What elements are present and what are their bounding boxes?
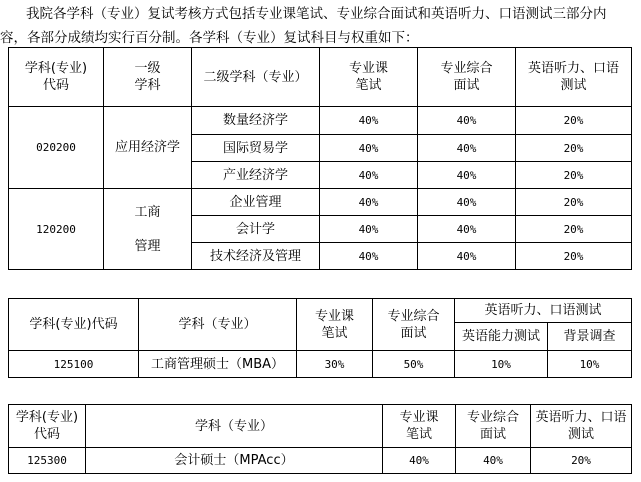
level2-cell: 国际贸易学	[192, 135, 320, 162]
written-cell: 40%	[320, 243, 418, 270]
table-header-row	[9, 299, 632, 323]
interview-cell: 50%	[373, 351, 455, 378]
code-cell: 125300	[9, 448, 86, 474]
level2-cell: 会计学	[192, 216, 320, 243]
header-code: 学科(专业) 代码	[9, 405, 86, 448]
level2-cell: 技术经济及管理	[192, 243, 320, 270]
english-ability-cell: 10%	[455, 351, 548, 378]
level2-cell: 企业管理	[192, 189, 320, 216]
interview-cell: 40%	[418, 107, 516, 135]
english-cell: 20%	[531, 448, 632, 474]
code-cell: 120200	[9, 189, 104, 270]
table-row	[9, 189, 632, 216]
written-cell: 40%	[320, 135, 418, 162]
header-written: 专业课 笔试	[297, 299, 373, 351]
intro-line-2: 容，各部分成绩均实行百分制。各学科（专业）复试科目与权重如下：	[0, 30, 419, 46]
header-written: 专业课 笔试	[320, 48, 418, 107]
code-cell: 020200	[9, 107, 104, 189]
header-level2: 二级学科（专业）	[192, 48, 320, 107]
level2-cell: 数量经济学	[192, 107, 320, 135]
table-row	[9, 107, 632, 135]
table-row	[9, 351, 632, 378]
intro-paragraph	[0, 2, 641, 50]
header-interview: 专业综合 面试	[373, 299, 455, 351]
interview-cell: 40%	[456, 448, 531, 474]
written-cell: 40%	[320, 107, 418, 135]
weights-table-mba	[8, 298, 632, 378]
header-background: 背景调查	[548, 323, 632, 351]
header-level1: 一级 学科	[104, 48, 192, 107]
header-code: 学科(专业) 代码	[9, 48, 104, 107]
subject-cell: 工商管理硕士（MBA）	[139, 351, 297, 378]
english-cell: 20%	[516, 216, 632, 243]
weights-table-academic	[8, 47, 632, 270]
header-code: 学科(专业)代码	[9, 299, 139, 351]
written-cell: 40%	[320, 162, 418, 189]
level1-cell: 工商 管理	[104, 189, 192, 270]
english-cell: 20%	[516, 107, 632, 135]
table-row	[9, 448, 632, 474]
table-header-row	[9, 405, 632, 448]
header-english-ability: 英语能力测试	[455, 323, 548, 351]
level2-cell: 产业经济学	[192, 162, 320, 189]
written-cell: 40%	[320, 189, 418, 216]
level1-cell: 应用经济学	[104, 107, 192, 189]
intro-line-1: 我院各学科（专业）复试考核方式包括专业课笔试、专业综合面试和英语听力、口语测试三部分内	[26, 6, 607, 22]
english-cell: 20%	[516, 243, 632, 270]
interview-cell: 40%	[418, 216, 516, 243]
code-cell: 125100	[9, 351, 139, 378]
header-english: 英语听力、口语 测试	[516, 48, 632, 107]
english-cell: 20%	[516, 189, 632, 216]
header-subject: 学科（专业）	[139, 299, 297, 351]
background-cell: 10%	[548, 351, 632, 378]
subject-cell: 会计硕士（MPAcc）	[86, 448, 383, 474]
interview-cell: 40%	[418, 189, 516, 216]
header-subject: 学科（专业）	[86, 405, 383, 448]
written-cell: 30%	[297, 351, 373, 378]
english-cell: 20%	[516, 135, 632, 162]
table-header-row	[9, 48, 632, 107]
header-written: 专业课 笔试	[383, 405, 456, 448]
header-english: 英语听力、口语 测试	[531, 405, 632, 448]
header-interview: 专业综合 面试	[418, 48, 516, 107]
weights-table-mpacc	[8, 404, 632, 474]
written-cell: 40%	[383, 448, 456, 474]
english-cell: 20%	[516, 162, 632, 189]
interview-cell: 40%	[418, 135, 516, 162]
header-interview: 专业综合 面试	[456, 405, 531, 448]
interview-cell: 40%	[418, 243, 516, 270]
interview-cell: 40%	[418, 162, 516, 189]
written-cell: 40%	[320, 216, 418, 243]
header-english: 英语听力、口语测试	[455, 299, 632, 323]
